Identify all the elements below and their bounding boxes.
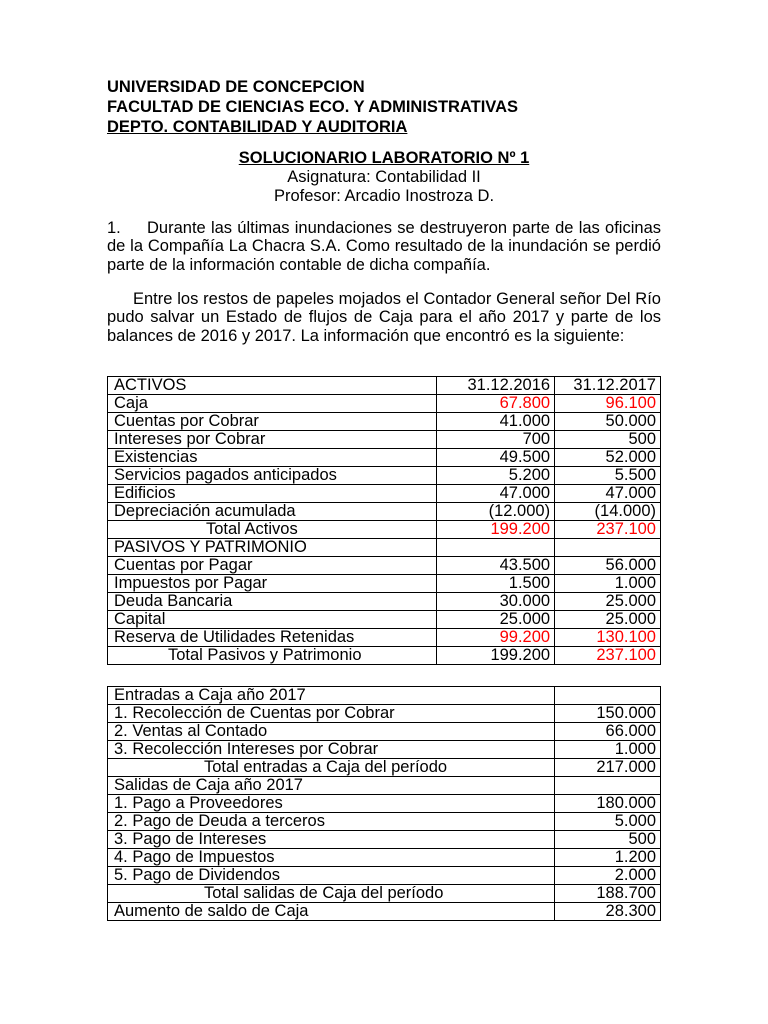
cashflow-table — [107, 686, 661, 921]
row-label: Depreciación acumulada — [108, 503, 437, 521]
faculty-name: FACULTAD DE CIENCIAS ECO. Y ADMINISTRATIVAS — [107, 98, 518, 116]
row-value-2016: 5.200 — [437, 467, 555, 485]
row-label: Servicios pagados anticipados — [108, 467, 437, 485]
subject-line: Asignatura: Contabilidad II — [287, 168, 481, 186]
cash-outflows-header-row — [108, 777, 661, 795]
row-value: 150.000 — [555, 705, 661, 723]
row-label: Total Activos — [108, 521, 437, 539]
row-value-2016: 47.000 — [437, 485, 555, 503]
table-row — [108, 575, 661, 593]
row-label: Deuda Bancaria — [108, 593, 437, 611]
cash-inflows-header-row — [108, 687, 661, 705]
table-row — [108, 431, 661, 449]
row-value-2017: 237.100 — [555, 647, 661, 665]
table-row — [108, 705, 661, 723]
paragraph-2: Entre los restos de papeles mojados el Contador General señor Del Río pudo salvar un Estado de flujos de Caja para el año 2017 y parte de los balances de 2016 y 2017. La información que encontró es la siguiente: — [107, 290, 661, 345]
university-name: UNIVERSIDAD DE CONCEPCION — [107, 78, 365, 96]
row-value-2016: 99.200 — [437, 629, 555, 647]
row-label: Capital — [108, 611, 437, 629]
row-label: Reserva de Utilidades Retenidas — [108, 629, 437, 647]
row-value-2016: 67.800 — [437, 395, 555, 413]
row-value-2016: 199.200 — [437, 521, 555, 539]
cash-increase-row — [108, 903, 661, 921]
document-subtitle — [107, 149, 661, 206]
table-row — [108, 395, 661, 413]
row-value-2017: 25.000 — [555, 593, 661, 611]
row-value-2017: 56.000 — [555, 557, 661, 575]
row-label: Aumento de saldo de Caja — [108, 903, 555, 921]
row-value: 217.000 — [555, 759, 661, 777]
document-header — [107, 77, 667, 137]
row-label: 2. Pago de Deuda a terceros — [108, 813, 555, 831]
document-title: SOLUCIONARIO LABORATORIO Nº 1 — [238, 149, 530, 167]
row-label: Salidas de Caja año 2017 — [108, 777, 555, 795]
row-label: 5. Pago de Dividendos — [108, 867, 555, 885]
row-label: 3. Recolección Intereses por Cobrar — [108, 741, 555, 759]
balance-header-label: ACTIVOS — [108, 377, 437, 395]
row-label: 3. Pago de Intereses — [108, 831, 555, 849]
table-row — [108, 867, 661, 885]
section-header-row — [108, 539, 661, 557]
row-label: 1. Pago a Proveedores — [108, 795, 555, 813]
table-row — [108, 813, 661, 831]
table-row — [108, 629, 661, 647]
paragraph-1 — [107, 219, 661, 274]
row-value-2016: 49.500 — [437, 449, 555, 467]
table-row — [108, 449, 661, 467]
department-name: DEPTO. CONTABILIDAD Y AUDITORIA — [107, 118, 408, 136]
row-value-2017: 237.100 — [555, 521, 661, 539]
balance-header-col1: 31.12.2016 — [437, 377, 555, 395]
row-value-2016 — [437, 539, 555, 557]
table-row — [108, 485, 661, 503]
row-value-2016: (12.000) — [437, 503, 555, 521]
row-label: Existencias — [108, 449, 437, 467]
row-value: 1.200 — [555, 849, 661, 867]
balance-header-row — [108, 377, 661, 395]
table-row — [108, 557, 661, 575]
paragraph-1-text: Durante las últimas inundaciones se destruyeron parte de las oficinas de la Compañía La Chacra S.A. Como resultado de la inundación se perdió parte de la información contable de dicha compañía. — [107, 219, 661, 274]
table-row — [108, 611, 661, 629]
row-value-2017: 96.100 — [555, 395, 661, 413]
row-value-2016: 30.000 — [437, 593, 555, 611]
table-row — [108, 723, 661, 741]
row-label: PASIVOS Y PATRIMONIO — [108, 539, 437, 557]
row-value: 180.000 — [555, 795, 661, 813]
row-value-2017 — [555, 539, 661, 557]
professor-line: Profesor: Arcadio Inostroza D. — [273, 187, 495, 205]
row-value: 5.000 — [555, 813, 661, 831]
row-label: Edificios — [108, 485, 437, 503]
row-value-2017: 50.000 — [555, 413, 661, 431]
table-row — [108, 795, 661, 813]
row-value-2017: 5.500 — [555, 467, 661, 485]
row-value: 66.000 — [555, 723, 661, 741]
row-value-2016: 199.200 — [437, 647, 555, 665]
row-value: 1.000 — [555, 741, 661, 759]
table-row — [108, 467, 661, 485]
row-value: 2.000 — [555, 867, 661, 885]
row-value-2016: 700 — [437, 431, 555, 449]
table-row — [108, 831, 661, 849]
row-value-2017: 52.000 — [555, 449, 661, 467]
row-value — [555, 687, 661, 705]
total-inflows-row — [108, 759, 661, 777]
table-row — [108, 413, 661, 431]
table-row — [108, 741, 661, 759]
row-label: 1. Recolección de Cuentas por Cobrar — [108, 705, 555, 723]
row-value: 28.300 — [555, 903, 661, 921]
row-label: 4. Pago de Impuestos — [108, 849, 555, 867]
row-value-2017: 25.000 — [555, 611, 661, 629]
total-outflows-row — [108, 885, 661, 903]
balance-header-col2: 31.12.2017 — [555, 377, 661, 395]
row-label: Total salidas de Caja del período — [108, 885, 555, 903]
paragraph-number: 1. — [107, 219, 121, 237]
row-label: Cuentas por Pagar — [108, 557, 437, 575]
table-row — [108, 849, 661, 867]
row-value-2017: (14.000) — [555, 503, 661, 521]
row-value-2017: 47.000 — [555, 485, 661, 503]
row-value: 500 — [555, 831, 661, 849]
row-value: 188.700 — [555, 885, 661, 903]
row-value-2016: 43.500 — [437, 557, 555, 575]
row-label: Cuentas por Cobrar — [108, 413, 437, 431]
row-value-2016: 25.000 — [437, 611, 555, 629]
total-liabilities-row — [108, 647, 661, 665]
row-label: Total Pasivos y Patrimonio — [108, 647, 437, 665]
row-value-2017: 130.100 — [555, 629, 661, 647]
row-value-2016: 41.000 — [437, 413, 555, 431]
row-label: Intereses por Cobrar — [108, 431, 437, 449]
row-value-2016: 1.500 — [437, 575, 555, 593]
table-row — [108, 503, 661, 521]
balance-table — [107, 376, 661, 665]
row-value-2017: 1.000 — [555, 575, 661, 593]
row-label: Total entradas a Caja del período — [108, 759, 555, 777]
row-label: Entradas a Caja año 2017 — [108, 687, 555, 705]
total-assets-row — [108, 521, 661, 539]
table-row — [108, 593, 661, 611]
row-label: 2. Ventas al Contado — [108, 723, 555, 741]
row-label: Caja — [108, 395, 437, 413]
row-value-2017: 500 — [555, 431, 661, 449]
row-label: Impuestos por Pagar — [108, 575, 437, 593]
row-value — [555, 777, 661, 795]
